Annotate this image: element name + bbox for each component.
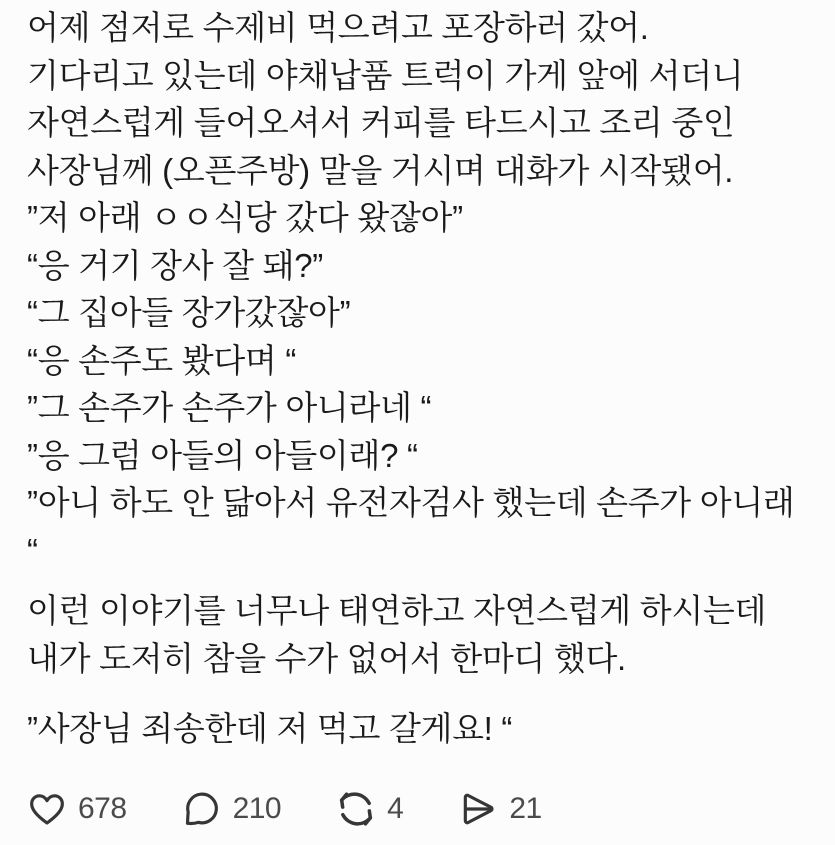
post-line: “ <box>27 531 38 569</box>
reply-button[interactable] <box>182 789 282 829</box>
comment-icon <box>182 789 222 829</box>
post-paragraph-3 <box>27 705 815 753</box>
repost-icon <box>336 789 376 829</box>
post-paragraph-1 <box>27 4 815 574</box>
send-icon <box>458 789 498 829</box>
post-line: “그 집아들 장가갔잖아” <box>27 294 351 331</box>
post-line: ”그 손주가 손주가 아니라네 “ <box>27 389 432 426</box>
share-button[interactable] <box>458 789 541 829</box>
post-line: 사장님께 (오픈주방) 말을 거시며 대화가 시작됐어. <box>27 151 734 189</box>
post-line: 어제 점저로 수제비 먹으려고 포장하러 갔어. <box>27 9 649 46</box>
like-count: 678 <box>78 791 127 825</box>
post-line: ”사장님 죄송한데 저 먹고 갈게요! “ <box>27 710 513 747</box>
share-count: 21 <box>509 791 542 825</box>
post-line: 기다리고 있는데 야채납품 트럭이 가게 앞에 서더니 <box>27 56 744 94</box>
post-line: “응 손주도 봤다며 “ <box>27 341 297 379</box>
post-line: 이런 이야기를 너무나 태연하고 자연스럽게 하시는데 <box>27 592 767 629</box>
like-button[interactable] <box>27 789 127 829</box>
post-body <box>27 4 815 753</box>
action-bar <box>27 789 815 829</box>
post-line: ”저 아래 ㅇㅇ식당 갔다 왔잖아” <box>27 199 463 236</box>
repost-count: 4 <box>387 791 404 825</box>
post-line: “응 거기 장사 잘 돼?” <box>27 246 323 284</box>
reply-count: 210 <box>232 791 282 825</box>
repost-button[interactable] <box>336 789 403 829</box>
post-line: 자연스럽게 들어오셔서 커피를 타드시고 조리 중인 <box>27 104 735 141</box>
post-paragraph-2 <box>27 587 815 682</box>
heart-icon <box>27 789 67 829</box>
post-line: ”응 그럼 아들의 아들이래? “ <box>27 436 418 474</box>
post-line: 내가 도저히 참을 수가 없어서 한마디 했다. <box>27 639 626 677</box>
post-line: ”아니 하도 안 닮아서 유전자검사 했는데 손주가 아니래 <box>27 484 795 521</box>
